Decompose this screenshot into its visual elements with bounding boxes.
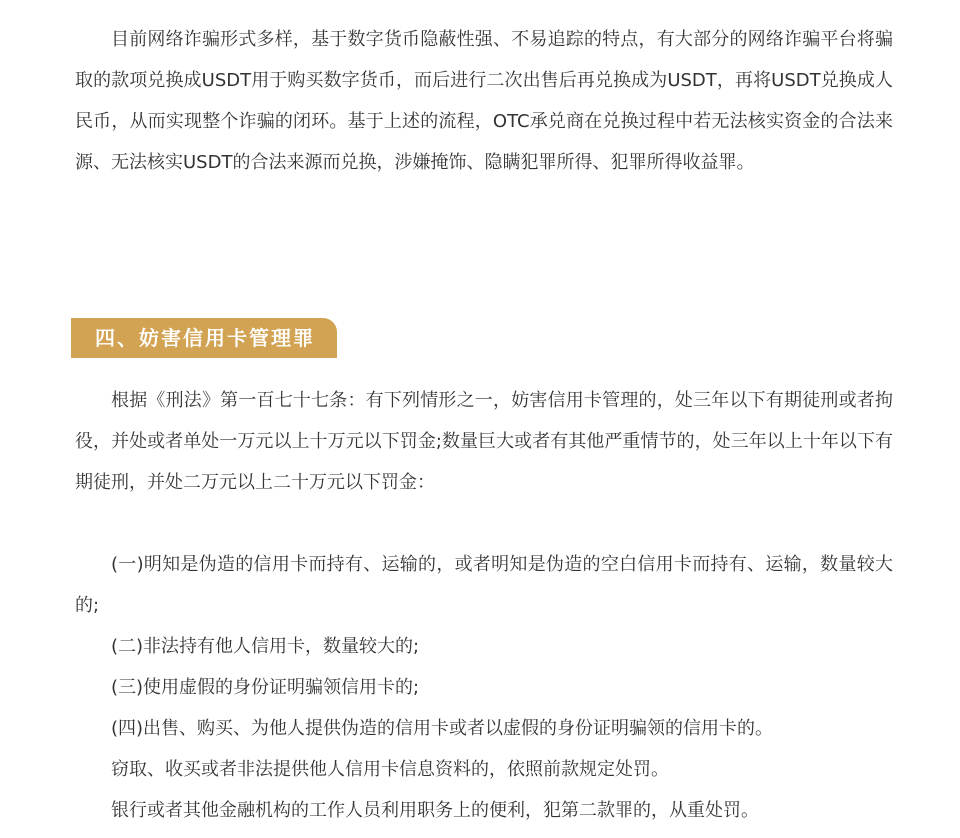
list-item: 银行或者其他金融机构的工作人员利用职务上的便利，犯第二款罪的，从重处罚。 xyxy=(111,800,759,821)
section-heading: 四、妨害信用卡管理罪 xyxy=(71,318,337,358)
list-item: (四)出售、购买、为他人提供伪造的信用卡或者以虚假的身份证明骗领的信用卡的。 xyxy=(111,718,774,739)
list-item: (三)使用虚假的身份证明骗领信用卡的; xyxy=(111,677,420,698)
offense-list xyxy=(75,544,893,831)
list-item: 窃取、收买或者非法提供他人信用卡信息资料的，依照前款规定处罚。 xyxy=(111,759,669,780)
intro-paragraph: 目前网络诈骗形式多样，基于数字货币隐蔽性强、不易追踪的特点，有大部分的网络诈骗平台将骗取的款项兑换成USDT用于购买数字货币，而后进行二次出售后再兑换成为USDT，再将USDT兑换成人民币，从而实现整个诈骗的闭环。基于上述的流程，OTC承兑商在兑换过程中若无法核实资金的合法来源、无法核实USDT的合法来源而兑换，涉嫌掩饰、隐瞒犯罪所得、犯罪所得收益罪。 xyxy=(75,29,893,173)
section-heading-container xyxy=(71,318,337,358)
list-item: (一)明知是伪造的信用卡而持有、运输的，或者明知是伪造的空白信用卡而持有、运输，数量较大的; xyxy=(75,554,893,616)
list-item: (二)非法持有他人信用卡，数量较大的; xyxy=(111,636,420,657)
law-paragraph: 根据《刑法》第一百七十七条：有下列情形之一，妨害信用卡管理的，处三年以下有期徒刑或者拘役，并处或者单处一万元以上十万元以下罚金;数量巨大或者有其他严重情节的，处三年以上十年以下有期徒刑，并处二万元以上二十万元以下罚金： xyxy=(75,390,893,493)
